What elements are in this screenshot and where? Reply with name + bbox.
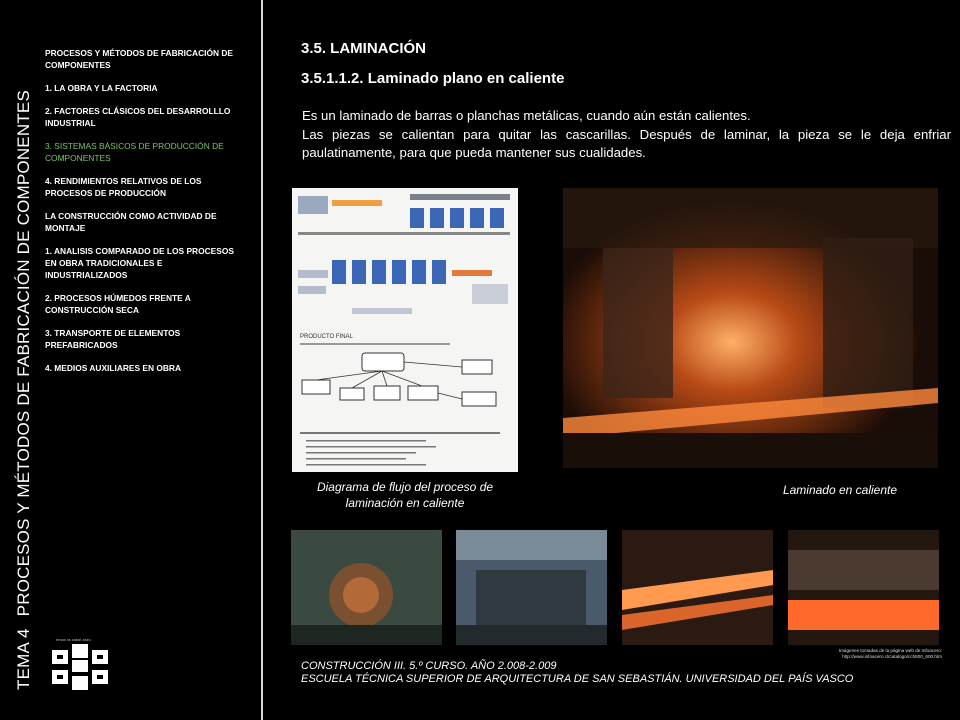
nav-item-rendimientos[interactable]: 4. RENDIMIENTOS RELATIVOS DE LOS PROCESOS DE PRODUCCIÓN: [45, 176, 202, 198]
nav-item-analisis-comparado[interactable]: 1. ANALISIS COMPARADO DE LOS PROCESOS EN OBRA TRADICIONALES E INDUSTRIALIZADOS: [45, 246, 234, 280]
vertical-section-title: [14, 90, 34, 690]
nav-item-main[interactable]: PROCESOS Y MÉTODOS DE FABRICACIÓN DE COMPONENTES: [45, 48, 234, 70]
thumbnail-photo: [788, 530, 939, 645]
sidebar-divider: [261, 0, 263, 720]
university-logo-icon: [50, 636, 110, 698]
credit-line: Imágenes tomadas de la página web de Infoacero:: [838, 648, 942, 653]
footer: [301, 660, 853, 686]
nav-item-factores-clasicos[interactable]: 2. FACTORES CLÁSICOS DEL DESARROLLLO INDUSTRIAL: [45, 106, 231, 128]
footer-course: CONSTRUCCIÓN III. 5.º CURSO. AÑO 2.008-2.009: [301, 660, 557, 672]
photo-caption: Laminado en caliente: [782, 483, 898, 497]
description-text: [302, 107, 951, 163]
diagram-caption: Diagrama de flujo del proceso de laminación en caliente: [316, 480, 494, 510]
vertical-title-prefix: TEMA 4: [14, 628, 33, 690]
thumbnail-photo: [291, 530, 442, 645]
vertical-title-main: PROCESOS Y MÉTODOS DE FABRICACIÓN DE COMPONENTES: [14, 90, 33, 617]
thumbnail-photo: [622, 530, 773, 645]
nav-item-transporte[interactable]: 3. TRANSPORTE DE ELEMENTOS PREFABRICADOS: [45, 328, 181, 350]
sidebar-nav: [45, 47, 245, 385]
thumbnail-photo: [456, 530, 607, 645]
paragraph: Las piezas se calientan para quitar las cascarillas. Después de laminar, la pieza se le deja enfriar paulatinamente, para que pueda mantener sus cualidades.: [302, 126, 951, 160]
footer-school: ESCUELA TÉCNICA SUPERIOR DE ARQUITECTURA DE SAN SEBASTIÁN. UNIVERSIDAD DEL PAÍS VASCO: [301, 673, 854, 685]
section-heading: 3.5. LAMINACIÓN: [301, 40, 427, 57]
nav-item-medios-auxiliares[interactable]: 4. MEDIOS AUXILIARES EN OBRA: [45, 363, 182, 373]
svg-text:PRODUCTO FINAL: PRODUCTO FINAL: [300, 334, 353, 340]
image-credit: [790, 648, 942, 660]
credit-url: http://www.infoacero.cl/catalogo/cch500_600.htm: [842, 654, 942, 659]
flow-diagram-image: [292, 188, 518, 472]
nav-item-montaje[interactable]: LA CONSTRUCCIÓN COMO ACTIVIDAD DE MONTAJE: [45, 211, 217, 233]
hot-rolling-photo: [563, 188, 938, 468]
logo-caption: eman ta zabal zazu: [56, 637, 91, 642]
nav-item-sistemas-basicos[interactable]: 3. SISTEMAS BÁSICOS DE PRODUCCIÓN DE COMPONENTES: [45, 141, 224, 163]
subsection-heading: 3.5.1.1.2. Laminado plano en caliente: [301, 70, 565, 87]
paragraph: Es un laminado de barras o planchas metálicas, cuando aún están calientes.: [302, 108, 751, 123]
nav-item-procesos-humedos[interactable]: 2. PROCESOS HÚMEDOS FRENTE A CONSTRUCCIÓN SECA: [45, 293, 191, 315]
nav-item-obra-factoria[interactable]: 1. LA OBRA Y LA FACTORIA: [45, 83, 158, 93]
